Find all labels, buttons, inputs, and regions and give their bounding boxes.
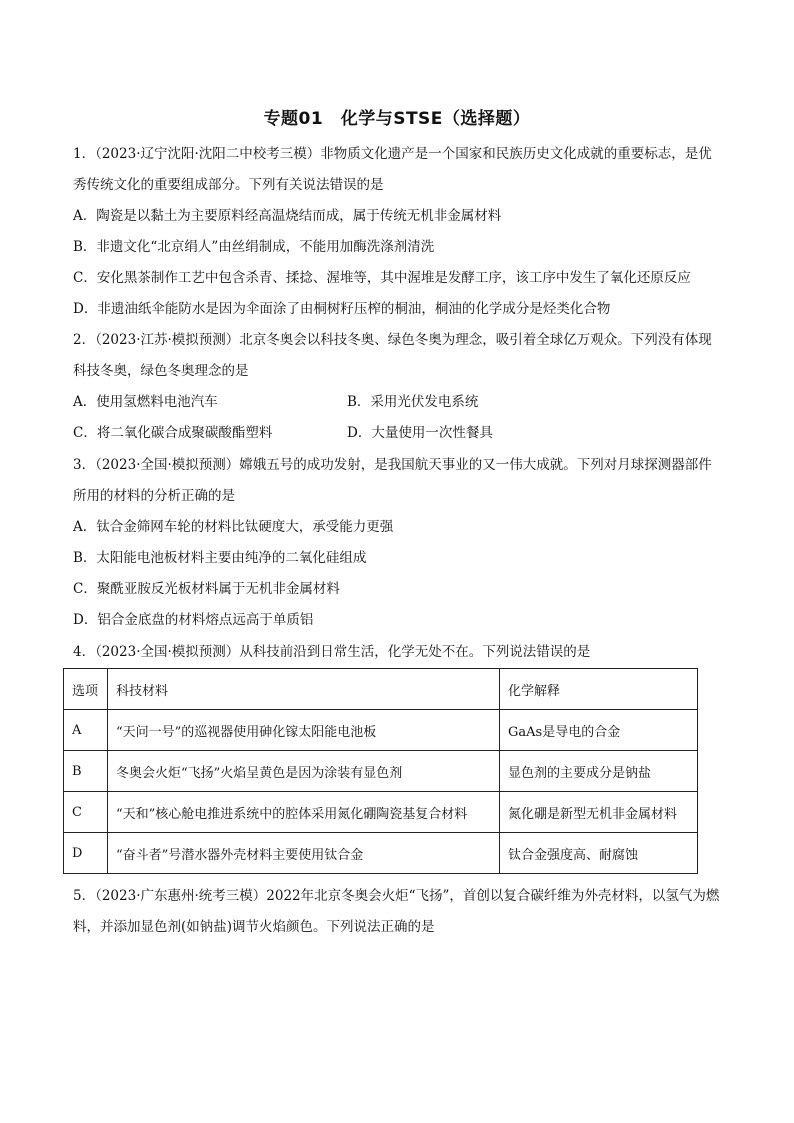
question-3-stem-line-1: 3．（2023·全国·模拟预测）嫦娥五号的成功发射，是我国航天事业的又一伟大成就。下列对月球探测器部件	[73, 457, 712, 473]
question-2-option-d: D．大量使用一次性餐具	[347, 425, 493, 441]
table-cell-option: D	[64, 833, 108, 874]
table-cell-material: “天问一号”的巡视器使用砷化镓太阳能电池板	[108, 710, 500, 751]
question-2-option-a: A．使用氢燃料电池汽车	[73, 394, 218, 410]
table-cell-explanation: 显色剂的主要成分是钠盐	[500, 751, 698, 792]
question-3-option-c: C．聚酰亚胺反光板材料属于无机非金属材料	[73, 581, 340, 597]
question-1-option-c: C．安化黑茶制作工艺中包含杀青、揉捻、渥堆等，其中渥堆是发酵工序，该工序中发生了氧化还原反应	[73, 270, 691, 286]
question-4	[73, 637, 723, 668]
question-1-option-d: D．非遗油纸伞能防水是因为伞面涂了由桐树籽压榨的桐油，桐油的化学成分是烃类化合物	[73, 301, 611, 317]
table-header-material: 科技材料	[108, 669, 500, 710]
table-cell-material: “奋斗者”号潜水器外壳材料主要使用钛合金	[108, 833, 500, 874]
table-cell-option: B	[64, 751, 108, 792]
question-4-stem-line-1: 4．（2023·全国·模拟预测）从科技前沿到日常生活，化学无处不在。下列说法错误的是	[73, 644, 591, 660]
page-title: 专题01 化学与STSE（选择题）	[263, 109, 531, 129]
question-3	[73, 450, 723, 636]
question-2	[73, 325, 723, 387]
question-3-stem-line-2: 所用的材料的分析正确的是	[73, 488, 235, 504]
table-cell-explanation: 钛合金强度高、耐腐蚀	[500, 833, 698, 874]
table-cell-material: “天和”核心舱电推进系统中的腔体采用氮化硼陶瓷基复合材料	[108, 792, 500, 833]
question-1-stem-line-1: 1．（2023·辽宁沈阳·沈阳二中校考三模）非物质文化遗产是一个国家和民族历史文化成就的重要标志，是优	[73, 146, 712, 162]
question-2-option-b: B．采用光伏发电系统	[347, 394, 479, 410]
table-header-option: 选项	[64, 669, 108, 710]
question-2-option-c: C．将二氧化碳合成聚碳酸酯塑料	[73, 425, 273, 441]
table-row	[64, 710, 698, 751]
table-cell-explanation: 氮化硼是新型无机非金属材料	[500, 792, 698, 833]
question-3-option-b: B．太阳能电池板材料主要由纯净的二氧化硅组成	[73, 550, 367, 566]
question-3-option-a: A．钛合金筛网车轮的材料比钛硬度大，承受能力更强	[73, 519, 394, 535]
question-1-option-a: A．陶瓷是以黏土为主要原料经高温烧结而成，属于传统无机非金属材料	[73, 208, 502, 224]
question-1-option-b: B．非遗文化“北京绢人”由丝绢制成，不能用加酶洗涤剂清洗	[73, 239, 435, 255]
question-3-option-d: D．铝合金底盘的材料熔点远高于单质铝	[73, 612, 314, 628]
question-1-stem-line-2: 秀传统文化的重要组成部分。下列有关说法错误的是	[73, 177, 384, 193]
table-cell-option: C	[64, 792, 108, 833]
table-cell-option: A	[64, 710, 108, 751]
question-2-stem-line-2: 科技冬奥，绿色冬奥理念的是	[73, 363, 249, 379]
table-cell-material: 冬奥会火炬“飞扬”火焰呈黄色是因为涂装有显色剂	[108, 751, 500, 792]
table-row	[64, 751, 698, 792]
question-5-stem-line-1: 5．（2023·广东惠州·统考三模）2022年北京冬奥会火炬“飞扬”，首创以复合碳纤维为外壳材料，以氢气为燃	[73, 888, 720, 904]
table-row	[64, 833, 698, 874]
question-4-table	[63, 668, 698, 874]
table-row	[64, 792, 698, 833]
table-cell-explanation: GaAs是导电的合金	[500, 710, 698, 751]
question-5-stem-line-2: 料，并添加显色剂(如钠盐)调节火焰颜色。下列说法正确的是	[73, 919, 435, 935]
table-header-row	[64, 669, 698, 710]
table-header-explanation: 化学解释	[500, 669, 698, 710]
question-2-stem-line-1: 2．（2023·江苏·模拟预测）北京冬奥会以科技冬奥、绿色冬奥为理念，吸引着全球亿万观众。下列没有体现	[73, 332, 712, 348]
question-1	[73, 139, 723, 325]
question-5	[73, 881, 723, 943]
